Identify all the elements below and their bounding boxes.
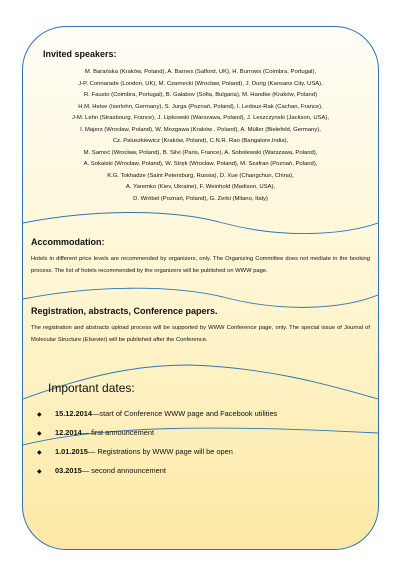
registration-text: The registration and abstracts upload process will be supported by WWW Conference page, only. The special issue of Journal of Molecular Structure (Elsevier) will be published after the Conference. [31,325,370,343]
bullet-icon: ◆ [37,450,42,456]
date-list [23,409,378,485]
accommodation-text: Hotels in different price levels are recommended by organizers, only. The Organizing Committee does not mediate in the booking process. The list of hotels recommended by the organizers will be published on WWW page. [31,256,370,274]
registration-heading: Registration, abstracts, Conference papers. [31,306,218,316]
bullet-icon: ◆ [37,469,42,475]
speaker-list [33,67,368,205]
important-dates-heading: Important dates: [48,381,135,395]
date-description: — Registrations by WWW page will be open [87,447,233,456]
date-value: 03.2015 [55,466,82,475]
speaker-line: D. Wróbel (Poznań, Poland), G. Zerbi (Milano, Italy) [133,195,268,202]
wave-line-2 [23,288,378,307]
date-description: — first announcement [81,428,155,437]
registration-section [23,306,378,346]
invited-speakers-section [23,49,378,205]
speaker-line: M. Samoć (Wrocław, Poland), B. Silvi (Paris, France), A. Sobolewski (Warszawa, Poland), [83,149,318,156]
bullet-icon: ◆ [37,412,42,418]
date-item [23,428,378,447]
invited-speakers-heading: Invited speakers: [43,49,117,59]
speaker-line: K.G. Tokhadze (Saint Petersburg, Russia), D. Xue (Changchun, China), [107,172,294,179]
speaker-line: Cz. Paluszkiewicz (Kraków, Poland), C.N.R. Rao (Bangalore,India), [112,138,289,144]
date-item [23,447,378,466]
important-dates-section [23,381,378,485]
date-description: — second announcement [81,466,166,475]
speaker-line: J-M. Lehn (Strasbourg, France), J. Lipkowski (Warszawa, Poland), J. Leszczynski (Jackson, USA), [71,115,330,121]
bullet-icon: ◆ [37,431,42,437]
date-value: 12.2014 [55,428,82,437]
speaker-line: J-P. Connarade (London, UK), M. Czarnecki (Wrocław, Poland), J. Durig (Kansans City, USA), [78,80,323,87]
date-item [23,409,378,428]
date-value: 15.12.2014 [55,409,92,418]
speaker-line: I. Majerz (Wrocław, Poland), W. Mozgawa (Kraków , Poland), A. Müller (Bielefeld, Germany), [80,126,321,133]
accommodation-section [23,237,378,277]
date-item [23,466,378,485]
speaker-line: A. Sokalski (Wrocław, Poland), W. Stręk (Wrocław, Poland), M. Szafran (Poznań, Poland), [83,161,318,167]
speaker-line: H.M. Heise (Iserlohn, Germany), S. Jurga (Poznań, Poland), I. Ledoux-Rak (Cachan, France), [78,103,323,110]
speaker-line: A. Yaremko (Kiev, Ukraine), F. Weinhold (Madison, USA), [125,184,276,190]
wave-line-1 [23,213,378,234]
speaker-line: M. Barańska (Kraków, Poland), A. Barnes (Salford, UK), H. Burrows (Coimbra, Portugal), [84,69,317,75]
accommodation-heading: Accommodation: [31,237,105,247]
date-value: 1.01.2015 [55,447,88,456]
speaker-line: R. Fausto (Coimbra, Portugal), B. Galabov (Sofia, Bulgaria), M. Handke (Kraków, Poland) [83,92,318,98]
content-panel [22,26,379,550]
date-description: —start of Conference WWW page and Facebook utilities [92,409,278,418]
